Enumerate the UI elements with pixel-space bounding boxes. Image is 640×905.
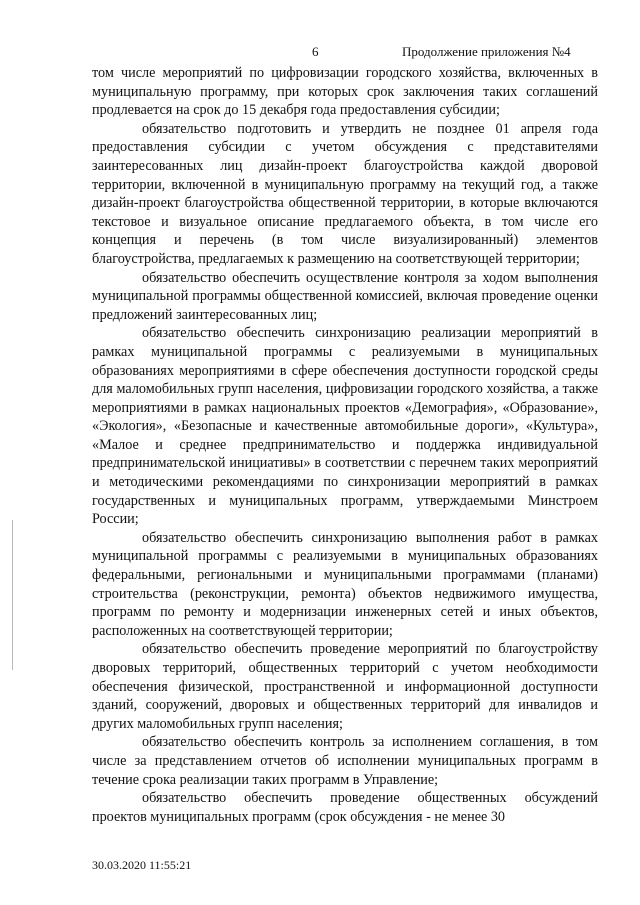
document-body xyxy=(92,64,598,826)
paragraph-agreement-control: обязательство обеспечить контроль за исполнением соглашения, в том числе за представлением отчетов об исполнении муниципальных программ в течение срока реализации таких программ в Управление; xyxy=(92,734,598,788)
paragraph-control-commission: обязательство обеспечить осуществление контроля за ходом выполнения муниципальной программы общественной комиссией, включая проведение оценки предложений заинтересованных лиц; xyxy=(92,269,598,323)
paragraph-public-discussion: обязательство обеспечить проведение общественных обсуждений проектов муниципальных программ (срок обсуждения - не менее 30 xyxy=(92,790,598,825)
appendix-continuation-title: Продолжение приложения №4 xyxy=(402,44,571,59)
page-number: 6 xyxy=(312,44,319,59)
paragraph-synchronization-works: обязательство обеспечить синхронизацию выполнения работ в рамках муниципальной программы с реализуемыми в муниципальных образованиях федеральными, региональными и муниципальными программами (планами) строительства (реконструкции, ремонта) объектов недвижимого имущества, программ по ремонту и модернизации инженерных сетей и иных объектов, расположенных на соответствующей территории; xyxy=(92,529,598,639)
paragraph-design-project: обязательство подготовить и утвердить не позднее 01 апреля года предоставления субсидии с учетом обсуждения с представителями заинтересованных лиц дизайн-проект благоустройства каждой дворовой территории, включенной в муниципальную программу на текущий год, а также дизайн-проект благоустройства общественной территории, в которые включаются текстовое и визуальное описание предлагаемого объекта, в том числе его концепция и перечень (в том числе визуализированный) элементов благоустройства, предлагаемых к размещению на соответствующей территории; xyxy=(92,120,598,267)
paragraph-accessibility: обязательство обеспечить проведение мероприятий по благоустройству дворовых территорий, общественных территорий с учетом необходимости обеспечения физической, пространственной и информационной доступности зданий, сооружений, дворовых и общественных территорий для инвалидов и других маломобильных групп населения; xyxy=(92,641,598,732)
paragraph-continuation: том числе мероприятий по цифровизации городского хозяйства, включенных в муниципальную программу, при которых срок заключения таких соглашений продлевается на срок до 15 декабря года предоставления субсидии; xyxy=(92,65,598,119)
scan-margin-mark xyxy=(12,520,13,670)
footer-timestamp: 30.03.2020 11:55:21 xyxy=(92,858,192,872)
paragraph-synchronization-measures: обязательство обеспечить синхронизацию реализации мероприятий в рамках муниципальной программы с реализуемыми в муниципальных образованиях мероприятиями в сфере обеспечения доступности городской среды для маломобильных групп населения, цифровизации городского хозяйства, а также мероприятиями в рамках национальных проектов «Демография», «Образование», «Экология», «Безопасные и качественные автомобильные дороги», «Культура», «Малое и среднее предпринимательство и поддержка индивидуальной предпринимательской инициативы» в соответствии с перечнем таких мероприятий и методическими рекомендациями по синхронизации мероприятий в рамках государственных и муниципальных программ, утверждаемыми Минстроем России; xyxy=(92,325,598,528)
